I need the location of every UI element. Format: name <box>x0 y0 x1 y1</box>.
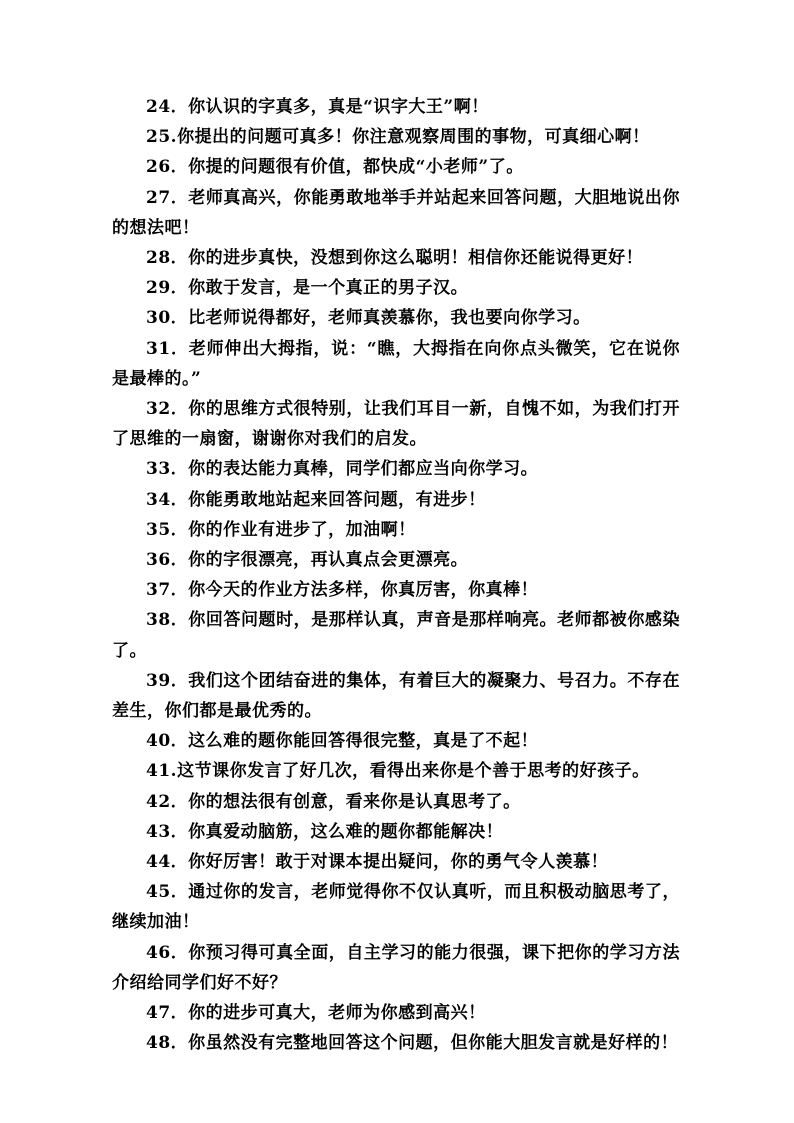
list-item-48: 48．你虽然没有完整地回答这个问题，但你能大胆发言就是好样的！ <box>146 1033 679 1054</box>
list-item-36: 36．你的字很漂亮，再认真点会更漂亮。 <box>146 550 469 571</box>
list-item-29: 29．你敢于发言，是一个真正的男子汉。 <box>146 278 469 299</box>
list-item-43: 43．你真爱动脑筋，这么难的题你都能解决！ <box>146 821 504 842</box>
list-item-32: 32．你的思维方式很特别，让我们耳目一新，自愧不如，为我们打开了思维的一扇窗，谢谢你对我们的启发。 <box>112 399 680 450</box>
list-item-24: 24．你认识的字真多，真是“识字大王”啊！ <box>146 97 489 117</box>
list-item-45: 45．通过你的发言，老师觉得你不仅认真听，而且积极动脑思考了，继续加油！ <box>112 882 680 933</box>
list-item-38: 38．你回答问题时，是那样认真，声音是那样响亮。老师都被你感染了。 <box>112 610 680 661</box>
list-item-44: 44．你好厉害！敢于对课本提出疑问，你的勇气令人羡慕！ <box>146 852 609 873</box>
list-item-41: 41.这节课你发言了好几次，看得出来你是个善于思考的好孩子。 <box>146 761 650 782</box>
list-item-30: 30．比老师说得都好，老师真羡慕你，我也要向你学习。 <box>146 308 591 329</box>
list-item-42: 42．你的想法很有创意，看来你是认真思考了。 <box>146 791 521 812</box>
list-item-39: 39．我们这个团结奋进的集体，有着巨大的凝聚力、号召力。不存在差生，你们都是最优秀的。 <box>112 670 680 722</box>
list-item-35: 35．你的作业有进步了，加油啊！ <box>146 519 416 540</box>
list-item-25: 25.你提出的问题可真多！你注意观察周围的事物，可真细心啊！ <box>146 127 650 148</box>
list-item-27: 27．老师真高兴，你能勇敢地举手并站起来回答问题，大胆地说出你的想法吧！ <box>112 187 680 238</box>
list-item-33: 33．你的表达能力真棒，同学们都应当向你学习。 <box>146 459 539 480</box>
list-item-37: 37．你今天的作业方法多样，你真厉害，你真棒！ <box>146 580 539 601</box>
list-item-31: 31．老师伸出大拇指，说：“瞧，大拇指在向你点头微笑，它在说你是最棒的。” <box>112 338 680 389</box>
list-item-28: 28．你的进步真快，没想到你这么聪明！相信你还能说得更好！ <box>146 248 644 269</box>
list-item-46: 46．你预习得可真全面，自主学习的能力很强，课下把你的学习方法介绍给同学们好不好？ <box>112 942 680 993</box>
list-item-34: 34．你能勇敢地站起来回答问题，有进步！ <box>146 489 486 510</box>
document-page <box>112 92 680 1059</box>
list-item-40: 40．这么难的题你能回答得很完整，真是了不起！ <box>146 731 539 752</box>
list-item-26: 26．你提的问题很有价值，都快成“小老师”了。 <box>146 157 524 178</box>
list-item-47: 47．你的进步可真大，老师为你感到高兴！ <box>146 1003 486 1024</box>
